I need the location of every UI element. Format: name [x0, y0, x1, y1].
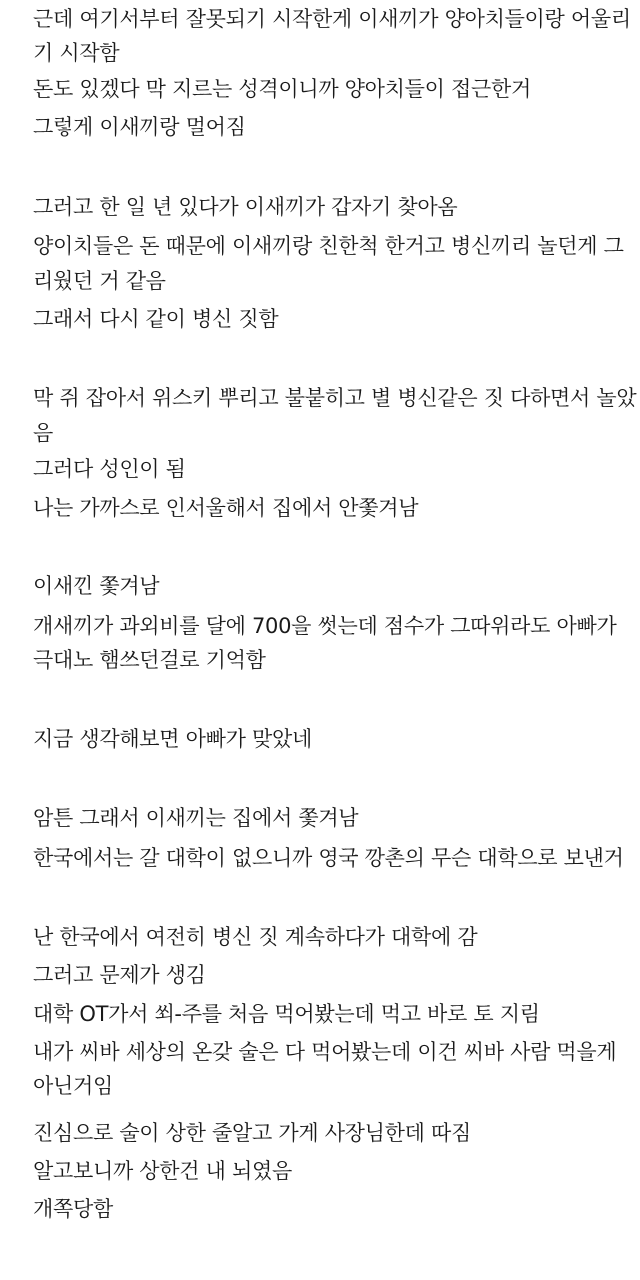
text-line: 그래서 다시 같이 병신 짓함 [33, 307, 279, 331]
text-line: 이새낀 쫓겨남 [33, 574, 160, 598]
text-line: 음 [33, 421, 53, 445]
text-line: 대학 OT가서 쐬-주를 처음 먹어봤는데 먹고 바로 토 지림 [33, 1002, 540, 1026]
text-line: 극대노 햄쓰던걸로 기억함 [33, 648, 266, 672]
text-line: 돈도 있겠다 막 지르는 성격이니까 양아치들이 접근한거 [33, 77, 531, 101]
text-line: 한국에서는 갈 대학이 없으니까 영국 깡촌의 무슨 대학으로 보낸거 [33, 846, 624, 870]
text-line: 암튼 그래서 이새끼는 집에서 쫓겨남 [33, 806, 359, 830]
text-line: 지금 생각해보면 아빠가 맞았네 [33, 727, 312, 751]
text-line: 알고보니까 상한건 내 뇌였음 [33, 1159, 292, 1183]
text-line: 나는 가까스로 인서울해서 집에서 안쫓겨남 [33, 496, 419, 520]
text-line: 아닌거임 [33, 1074, 113, 1098]
text-line: 그러고 한 일 년 있다가 이새끼가 갑자기 찾아옴 [33, 195, 458, 219]
text-line: 개쪽당함 [33, 1197, 113, 1221]
text-line: 난 한국에서 여전히 병신 짓 계속하다가 대학에 감 [33, 925, 478, 949]
text-line: 진심으로 술이 상한 줄알고 가게 사장님한데 따짐 [33, 1121, 471, 1145]
text-line: 리웠던 거 같음 [33, 269, 166, 293]
text-line: 그러다 성인이 됨 [33, 457, 186, 481]
text-line: 기 시작함 [33, 41, 120, 65]
text-line: 양이치들은 돈 때문에 이새끼랑 친한척 한거고 병신끼리 놀던게 그 [33, 234, 624, 258]
text-line: 막 쥐 잡아서 위스키 뿌리고 불붙히고 별 병신같은 짓 다하면서 놀았 [33, 386, 637, 410]
text-line: 그렇게 이새끼랑 멀어짐 [33, 115, 246, 139]
text-line: 근데 여기서부터 잘못되기 시작한게 이새끼가 양아치들이랑 어울리 [33, 7, 631, 31]
text-line: 그러고 문제가 생김 [33, 963, 206, 987]
text-line: 내가 씨바 세상의 온갖 술은 다 먹어봤는데 이건 씨바 사람 먹을게 [33, 1040, 617, 1064]
text-line: 개새끼가 과외비를 달에 700을 썻는데 점수가 그따위라도 아빠가 [33, 614, 617, 638]
